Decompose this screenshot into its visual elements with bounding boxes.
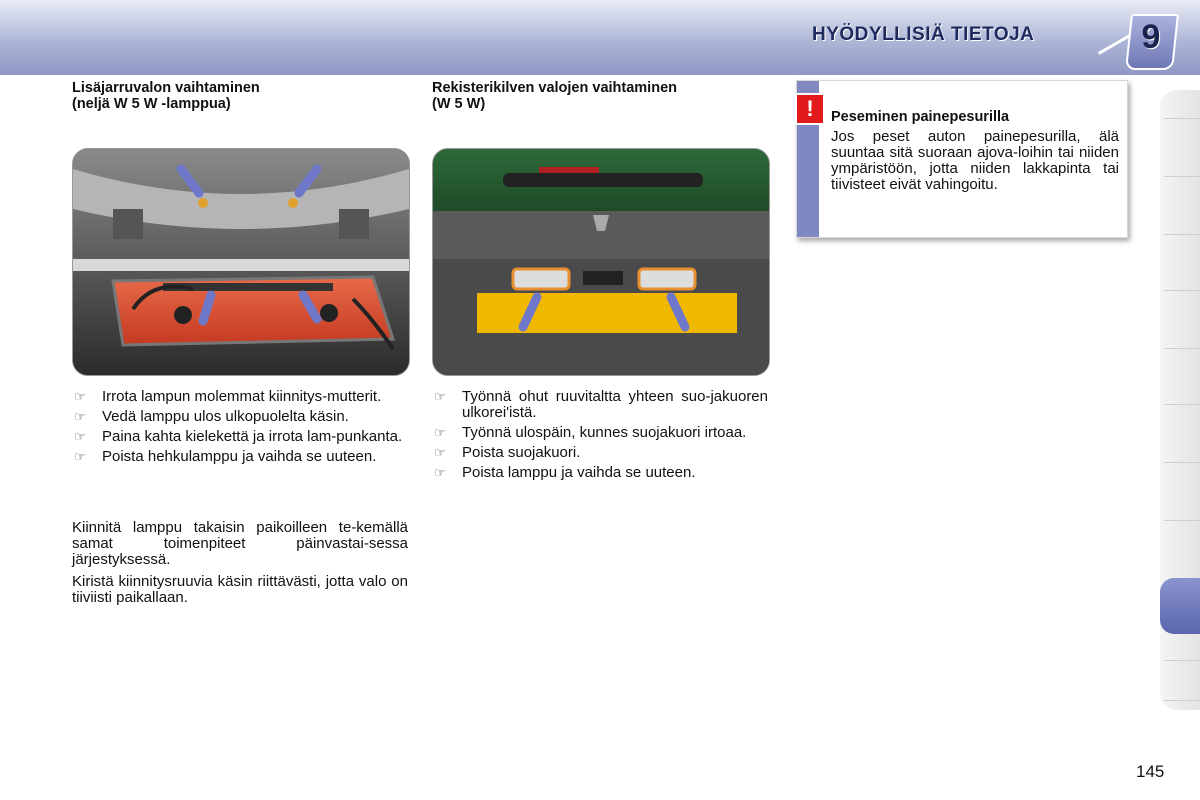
index-tick[interactable]: [1164, 290, 1200, 291]
plate-light-illustration: [433, 149, 769, 375]
hand-pointer-icon: ☞: [434, 445, 446, 460]
index-tick[interactable]: [1164, 176, 1200, 177]
warning-text: Jos peset auton painepesurilla, älä suuntaa sitä suoraan ajova-loihin tai niiden ympäristöön, jotta niiden lakkapinta tai tiivisteet eivät vahingoitu.: [831, 128, 1119, 193]
hand-pointer-icon: ☞: [434, 389, 446, 404]
hand-pointer-icon: ☞: [74, 409, 86, 424]
list-item: ☞ Poista lamppu ja vaihda se uuteen.: [434, 464, 696, 481]
warning-title: Peseminen painepesurilla: [831, 109, 1010, 125]
index-tick[interactable]: [1164, 234, 1200, 235]
warning-box: [796, 80, 1128, 238]
brake-light-photo: [72, 148, 410, 376]
brake-light-steps: [72, 389, 408, 469]
page-number: 145: [1136, 762, 1165, 781]
index-tick[interactable]: [1164, 118, 1200, 119]
list-item: ☞ Irrota lampun molemmat kiinnitys-mutterit.: [74, 388, 382, 405]
warning-icon: !: [795, 93, 825, 125]
index-tick[interactable]: [1164, 404, 1200, 405]
index-tick[interactable]: [1164, 520, 1200, 521]
list-item: ☞ Työnnä ohut ruuvitaltta yhteen suo-jakuoren ulkorei'istä.: [434, 388, 768, 421]
index-tab-active[interactable]: [1160, 578, 1200, 634]
section-title-brake-light: Lisäjarruvalon vaihtaminen (neljä W 5 W -lamppua): [72, 80, 260, 112]
index-tick[interactable]: [1164, 462, 1200, 463]
index-tick[interactable]: [1164, 348, 1200, 349]
plate-light-steps: [432, 389, 768, 485]
list-item: ☞ Paina kahta kielekettä ja irrota lam-punkanta.: [74, 428, 403, 445]
chapter-title: HYÖDYLLISIÄ TIETOJA: [812, 24, 1035, 45]
reassembly-paragraph: Kiinnitä lamppu takaisin paikoilleen te-kemällä samat toimenpiteet päinvastai-sessa järjestyksessä.: [72, 519, 408, 568]
list-item: ☞ Poista suojakuori.: [434, 444, 581, 461]
list-item: ☞ Poista hehkulamppu ja vaihda se uuteen.: [74, 448, 377, 465]
hand-pointer-icon: ☞: [74, 389, 86, 404]
tightening-paragraph: Kiristä kiinnitysruuvia käsin riittävästi, jotta valo on tiiviisti paikallaan.: [72, 573, 408, 606]
index-tick[interactable]: [1164, 660, 1200, 661]
hand-pointer-icon: ☞: [434, 465, 446, 480]
chapter-number: 9: [1141, 18, 1161, 56]
plate-light-photo: [432, 148, 770, 376]
brake-light-illustration: [73, 149, 409, 375]
index-tick[interactable]: [1164, 700, 1200, 701]
hand-pointer-icon: ☞: [434, 425, 446, 440]
hand-pointer-icon: ☞: [74, 429, 86, 444]
hand-pointer-icon: ☞: [74, 449, 86, 464]
list-item: ☞ Vedä lamppu ulos ulkopuolelta käsin.: [74, 408, 349, 425]
section-title-plate-lights: Rekisterikilven valojen vaihtaminen (W 5 W): [432, 80, 677, 112]
list-item: ☞ Työnnä ulospäin, kunnes suojakuori irtoaa.: [434, 424, 747, 441]
